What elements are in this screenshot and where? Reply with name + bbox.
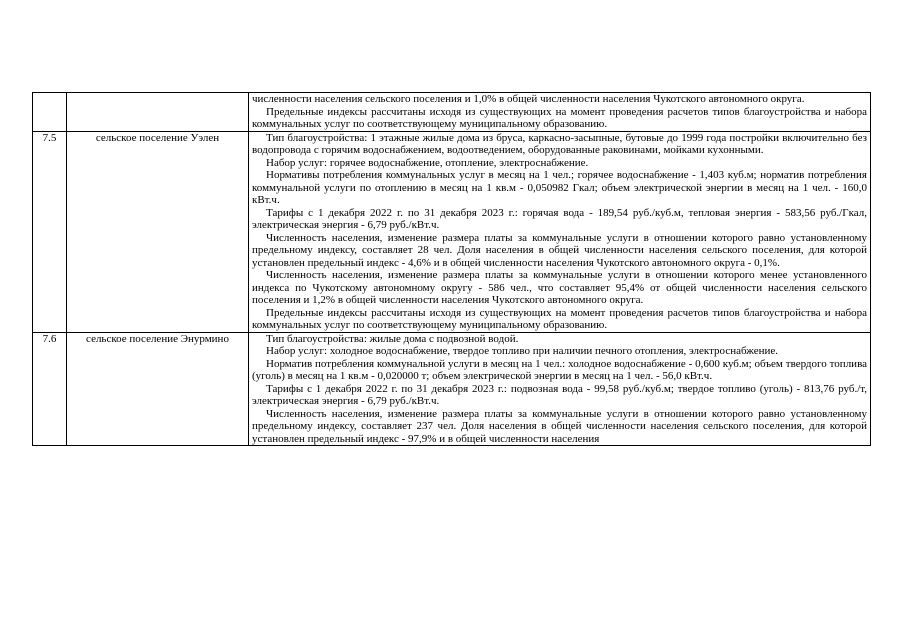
paragraph: Тип благоустройства: 1 этажные жилые дома из бруса, каркасно-засыпные, бутовые до 1999 года постройки включительно без водопровода с горячим водоснабжением, водоотведением, оборудованные раковинами, мойками кухонными. bbox=[252, 131, 867, 156]
settlement-name bbox=[67, 93, 249, 132]
paragraph: численности населения сельского поселения и 1,0% в общей численности населения Чукотского автономного округа. bbox=[252, 93, 805, 105]
description-cell bbox=[249, 131, 871, 332]
paragraph: Набор услуг: холодное водоснабжение, твердое топливо при наличии печного отопления, электроснабжение. bbox=[266, 345, 779, 357]
paragraph: Численность населения, изменение размера платы за коммунальные услуги в отношении которого равно установленному предельному индексу, составляет 28 чел. Доля населения в общей численности населения сельского поселения, для которой установлен предельный индекс - 4,6% и в общей численности населения Чукотского автономного округа - 0,1%. bbox=[252, 231, 867, 269]
description-cell bbox=[249, 332, 871, 446]
settlement-name: сельское поселение Энурмино bbox=[67, 332, 249, 446]
paragraph: Численность населения, изменение размера платы за коммунальные услуги в отношении которого менее установленного индекса по Чукотскому автономному округу - 586 чел., что составляет 95,4% от общей численности населения сельского поселения и 1,2% в общей численности населения Чукотского автономного округа. bbox=[252, 269, 867, 306]
paragraph: Предельные индексы рассчитаны исходя из существующих на момент проведения расчетов типов благоустройства и набора коммунальных услуг по соответствующему муниципальному образованию. bbox=[252, 105, 867, 130]
table-row bbox=[33, 93, 871, 132]
description-cell bbox=[249, 93, 871, 132]
table-row bbox=[33, 332, 871, 446]
paragraph: Тарифы с 1 декабря 2022 г. по 31 декабря 2023 г.: подвозная вода - 99,58 руб./куб.м; твердое топливо (уголь) - 813,76 руб./т, электрическая энергия - 6,79 руб./кВт.ч. bbox=[252, 382, 867, 407]
tariff-table bbox=[32, 92, 871, 446]
paragraph: Норматив потребления коммунальной услуги в месяц на 1 чел.: холодное водоснабжение - 0,600 куб.м; объем твердого топлива (уголь) в месяц на 1 кв.м - 0,020000 т; объем электрической энергии в месяц на 1 чел. - 56,0 кВт.ч. bbox=[252, 357, 867, 382]
paragraph: Численность населения, изменение размера платы за коммунальные услуги в отношении которого равно установленному предельному индексу, составляет 237 чел. Доля населения в общей численности населения сельского поселения, для которой установлен предельный индекс - 97,9% и в общей численности населения bbox=[252, 407, 867, 445]
row-number: 7.6 bbox=[33, 332, 67, 446]
paragraph: Набор услуг: горячее водоснабжение, отопление, электроснабжение. bbox=[266, 156, 589, 169]
row-number: 7.5 bbox=[33, 131, 67, 332]
table-row bbox=[33, 131, 871, 332]
paragraph: Тарифы с 1 декабря 2022 г. по 31 декабря 2023 г.: горячая вода - 189,54 руб./куб.м, тепловая энергия - 583,56 руб./Гкал, электрическая энергия - 6,79 руб./кВт.ч. bbox=[252, 206, 867, 231]
paragraph: Тип благоустройства: жилые дома с подвозной водой. bbox=[266, 332, 519, 345]
paragraph: Нормативы потребления коммунальных услуг в месяц на 1 чел.; горячее водоснабжение - 1,403 куб.м; норматив потребления коммунальной услуги по отоплению в месяц на 1 кв.м - 0,050982 Гкал; объем электрической энергии в месяц на 1 чел. - 160,0 кВт.ч. bbox=[252, 169, 867, 206]
paragraph: Предельные индексы рассчитаны исходя из существующих на момент проведения расчетов типов благоустройства и набора коммунальных услуг по соответствующему муниципальному образованию. bbox=[252, 306, 867, 331]
settlement-name: сельское поселение Уэлен bbox=[67, 131, 249, 332]
row-number bbox=[33, 93, 67, 132]
